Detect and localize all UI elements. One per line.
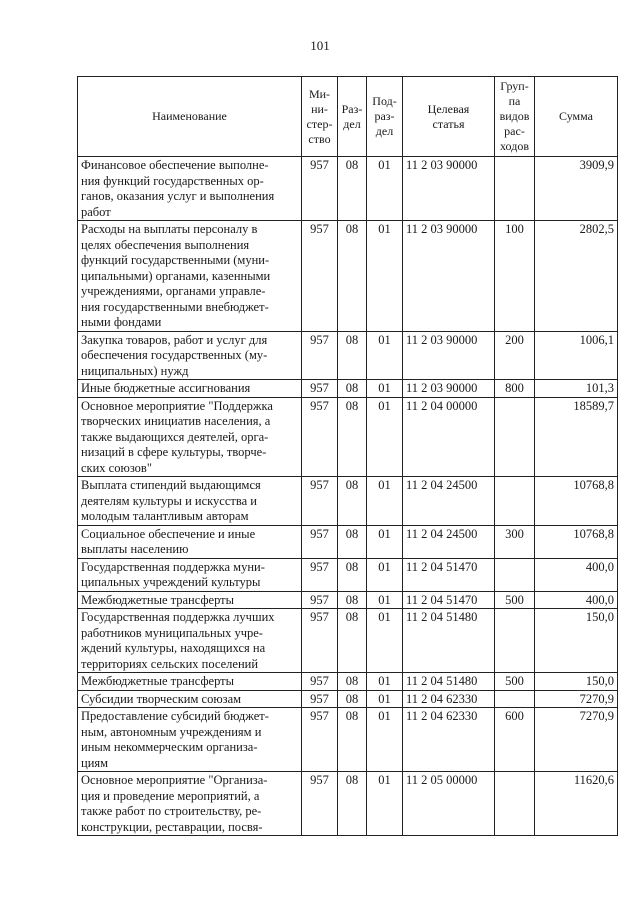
row-section: 08 [338,525,367,558]
table-row [78,331,618,380]
row-section: 08 [338,673,367,691]
row-name: Межбюджетные трансферты [78,673,302,691]
table-row [78,221,618,332]
table-row [78,673,618,691]
row-target: 11 2 03 90000 [403,380,495,398]
row-name: Предоставление субсидий бюджет- ным, автономным учреждениям и иным некоммерческим организа- циям [78,708,302,772]
row-ministry: 957 [302,221,338,332]
row-target: 11 2 03 90000 [403,221,495,332]
page-number: 101 [310,38,330,53]
row-section: 08 [338,157,367,221]
row-subsection: 01 [367,690,403,708]
row-sum: 18589,7 [535,397,618,477]
header-sum-text: Сумма [559,109,593,123]
row-name: Основное мероприятие "Организа- ция и проведение мероприятий, а также работ по строительству, ре- конструкции, реставрации, посвя- [78,772,302,836]
row-section: 08 [338,708,367,772]
header-sum [535,77,618,157]
row-name: Основное мероприятие "Поддержка творческих инициатив населения, а также выдающихся деятелей, орга- низаций в сфере культуры, творче- ских союзов" [78,397,302,477]
row-subsection: 01 [367,591,403,609]
row-subsection: 01 [367,331,403,380]
row-name: Государственная поддержка лучших работников муниципальных учре- ждений культуры, находящихся на территориях сельских поселений [78,609,302,673]
row-ministry: 957 [302,558,338,591]
header-section-text: Раз- дел [341,101,363,131]
header-target [403,77,495,157]
row-ministry: 957 [302,380,338,398]
row-ministry: 957 [302,525,338,558]
row-group: 800 [495,380,535,398]
table-row [78,708,618,772]
table-row [78,609,618,673]
row-subsection: 01 [367,477,403,526]
row-target: 11 2 04 51480 [403,609,495,673]
row-ministry: 957 [302,690,338,708]
row-target: 11 2 04 24500 [403,525,495,558]
row-section: 08 [338,609,367,673]
row-name: Социальное обеспечение и иные выплаты населению [78,525,302,558]
row-target: 11 2 04 51470 [403,591,495,609]
row-sum: 101,3 [535,380,618,398]
row-ministry: 957 [302,331,338,380]
header-name [78,77,302,157]
table-row [78,558,618,591]
header-group [495,77,535,157]
header-ministry-text: Ми- ни- стер- ство [306,86,333,146]
row-section: 08 [338,221,367,332]
row-group: 100 [495,221,535,332]
row-target: 11 2 03 90000 [403,157,495,221]
table-row [78,591,618,609]
row-group: 600 [495,708,535,772]
header-section [338,77,367,157]
row-ministry: 957 [302,708,338,772]
row-group [495,157,535,221]
table-header-row [78,77,618,157]
row-target: 11 2 03 90000 [403,331,495,380]
row-section: 08 [338,558,367,591]
row-group [495,772,535,836]
row-sum: 3909,9 [535,157,618,221]
row-group [495,558,535,591]
row-section: 08 [338,772,367,836]
row-group: 500 [495,673,535,691]
header-ministry [302,77,338,157]
header-name-text: Наименование [152,109,227,123]
row-ministry: 957 [302,673,338,691]
row-sum: 7270,9 [535,690,618,708]
row-ministry: 957 [302,477,338,526]
row-group: 200 [495,331,535,380]
table-row [78,380,618,398]
table-row [78,477,618,526]
row-name: Расходы на выплаты персоналу в целях обеспечения выполнения функций государственными (муни- ципальными) органами, казенными учреждениями, органами управле- ния государственными внебюджет- ными фондами [78,221,302,332]
table-row [78,690,618,708]
row-sum: 1006,1 [535,331,618,380]
row-section: 08 [338,397,367,477]
row-target: 11 2 04 62330 [403,708,495,772]
row-subsection: 01 [367,558,403,591]
header-group-text: Груп- па видов рас- ходов [499,79,530,153]
table-row [78,397,618,477]
table-row [78,525,618,558]
header-subsection [367,77,403,157]
row-sum: 150,0 [535,673,618,691]
row-sum: 10768,8 [535,477,618,526]
table-body [78,157,618,836]
header-subsection-text: Под- раз- дел [372,94,397,138]
row-target: 11 2 04 24500 [403,477,495,526]
row-group [495,397,535,477]
row-target: 11 2 04 62330 [403,690,495,708]
row-section: 08 [338,477,367,526]
table-row [78,157,618,221]
budget-table [77,76,618,836]
row-section: 08 [338,591,367,609]
row-sum: 10768,8 [535,525,618,558]
header-target-text: Целевая статья [427,101,470,131]
row-ministry: 957 [302,609,338,673]
row-subsection: 01 [367,673,403,691]
row-name: Закупка товаров, работ и услуг для обеспечения государственных (му- ниципальных) нужд [78,331,302,380]
row-section: 08 [338,380,367,398]
row-name: Финансовое обеспечение выполне- ния функций государственных ор- ганов, оказания услуг и выполнения работ [78,157,302,221]
row-target: 11 2 04 00000 [403,397,495,477]
row-sum: 400,0 [535,591,618,609]
row-section: 08 [338,690,367,708]
row-sum: 11620,6 [535,772,618,836]
row-section: 08 [338,331,367,380]
row-group [495,690,535,708]
row-subsection: 01 [367,397,403,477]
row-subsection: 01 [367,772,403,836]
row-target: 11 2 05 00000 [403,772,495,836]
row-subsection: 01 [367,221,403,332]
row-ministry: 957 [302,591,338,609]
row-name: Субсидии творческим союзам [78,690,302,708]
row-group: 500 [495,591,535,609]
row-name: Иные бюджетные ассигнования [78,380,302,398]
row-name: Межбюджетные трансферты [78,591,302,609]
row-group: 300 [495,525,535,558]
row-subsection: 01 [367,380,403,398]
row-sum: 150,0 [535,609,618,673]
row-target: 11 2 04 51470 [403,558,495,591]
row-sum: 400,0 [535,558,618,591]
row-subsection: 01 [367,525,403,558]
row-subsection: 01 [367,708,403,772]
row-target: 11 2 04 51480 [403,673,495,691]
row-name: Государственная поддержка муни- ципальных учреждений культуры [78,558,302,591]
row-subsection: 01 [367,157,403,221]
row-name: Выплата стипендий выдающимся деятелям культуры и искусства и молодым талантливым авторам [78,477,302,526]
row-sum: 7270,9 [535,708,618,772]
row-subsection: 01 [367,609,403,673]
row-sum: 2802,5 [535,221,618,332]
row-group [495,477,535,526]
table-row [78,772,618,836]
row-ministry: 957 [302,397,338,477]
row-ministry: 957 [302,772,338,836]
row-group [495,609,535,673]
row-ministry: 957 [302,157,338,221]
